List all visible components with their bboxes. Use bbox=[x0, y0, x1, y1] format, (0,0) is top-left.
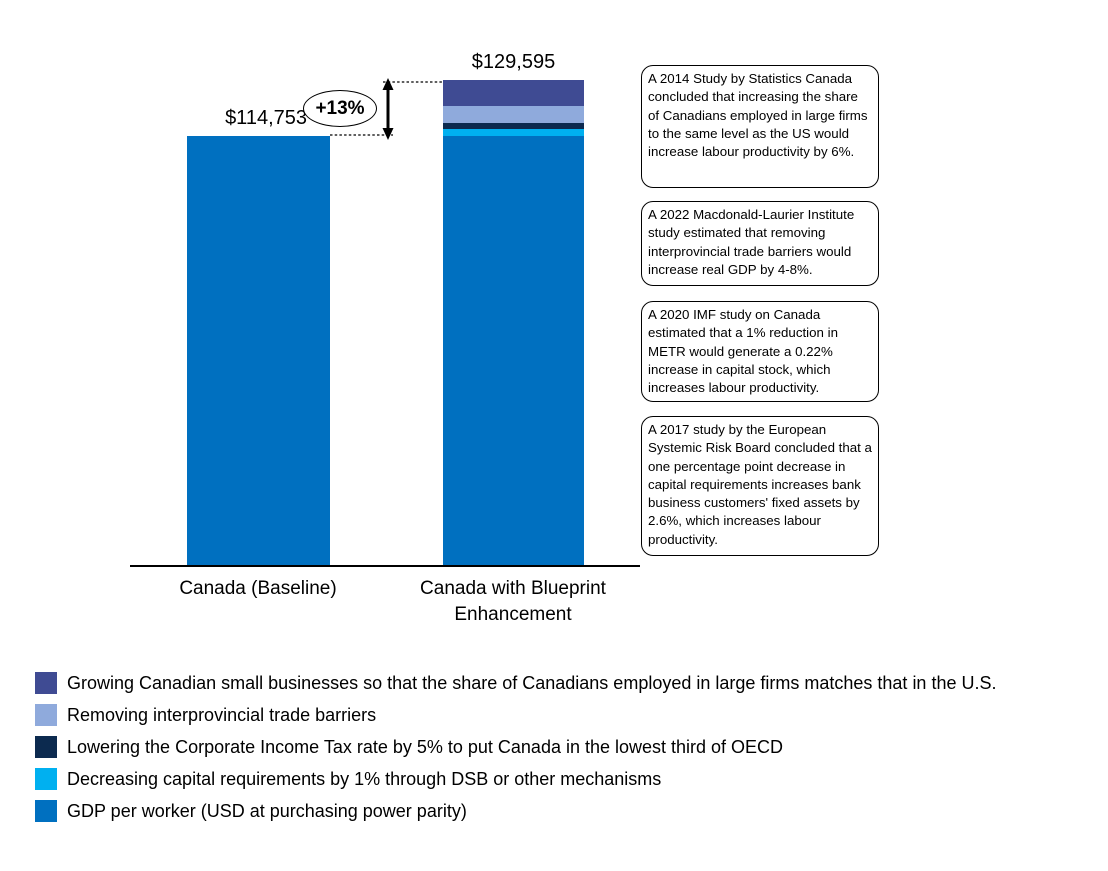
callout-esrb-2017: A 2017 study by the European Systemic Risk Board concluded that a one percentage point decrease in capital requirements increases bank business customers' fixed assets by 2.6%, which increases labour productivity. bbox=[641, 416, 879, 556]
legend-swatch bbox=[35, 704, 57, 726]
category-label-baseline: Canada (Baseline) bbox=[179, 578, 337, 599]
legend-label: Decreasing capital requirements by 1% through DSB or other mechanisms bbox=[67, 769, 662, 789]
legend-item-growing-small-businesses bbox=[35, 672, 1105, 694]
legend-label: Growing Canadian small businesses so that the share of Canadians employed in large firms matches that in the U.S. bbox=[67, 673, 997, 693]
delta-percent-label: +13% bbox=[315, 97, 365, 119]
legend-item-corporate-income-tax bbox=[35, 736, 1105, 758]
legend-label: Lowering the Corporate Income Tax rate by 5% to put Canada in the lowest third of OECD bbox=[67, 737, 784, 757]
legend-item-capital-requirements bbox=[35, 768, 1105, 790]
legend-swatch bbox=[35, 736, 57, 758]
bar-segment-gdp-per-worker bbox=[443, 136, 584, 567]
legend-swatch bbox=[35, 768, 57, 790]
increase-arrow-head-up bbox=[383, 78, 394, 90]
legend-label: Removing interprovincial trade barriers bbox=[67, 705, 377, 725]
legend-item-interprovincial-trade bbox=[35, 704, 1105, 726]
increase-arrow-head-down bbox=[383, 128, 394, 140]
bar-segment-interprovincial-trade bbox=[443, 106, 584, 123]
category-label-enhanced: Canada with Blueprint Enhancement bbox=[420, 578, 606, 625]
callout-statistics-canada-2014: A 2014 Study by Statistics Canada concluded that increasing the share of Canadians employed in large firms to the same level as the US would increase labour productivity by 6%. bbox=[641, 65, 879, 188]
chart-legend bbox=[35, 672, 1105, 832]
value-label-enhanced: $129,595 bbox=[471, 51, 556, 73]
legend-swatch bbox=[35, 800, 57, 822]
legend-label: GDP per worker (USD at purchasing power parity) bbox=[67, 801, 467, 821]
bar-canada-enhanced bbox=[443, 80, 584, 567]
delta-percent-bubble bbox=[303, 90, 377, 127]
x-axis-line bbox=[130, 565, 640, 567]
legend-swatch bbox=[35, 672, 57, 694]
legend-item-gdp-per-worker bbox=[35, 800, 1105, 822]
callout-macdonald-laurier-2022: A 2022 Macdonald-Laurier Institute study estimated that removing interprovincial trade barriers would increase real GDP by 4-8%. bbox=[641, 201, 879, 286]
value-label-baseline: $114,753 bbox=[225, 107, 307, 129]
callout-imf-2020: A 2020 IMF study on Canada estimated that a 1% reduction in METR would generate a 0.22% increase in capital stock, which increases labour productivity. bbox=[641, 301, 879, 402]
bar-segment-growing-small-businesses bbox=[443, 80, 584, 106]
bar-segment-capital-requirements bbox=[443, 129, 584, 136]
bar-canada-baseline bbox=[187, 136, 330, 567]
